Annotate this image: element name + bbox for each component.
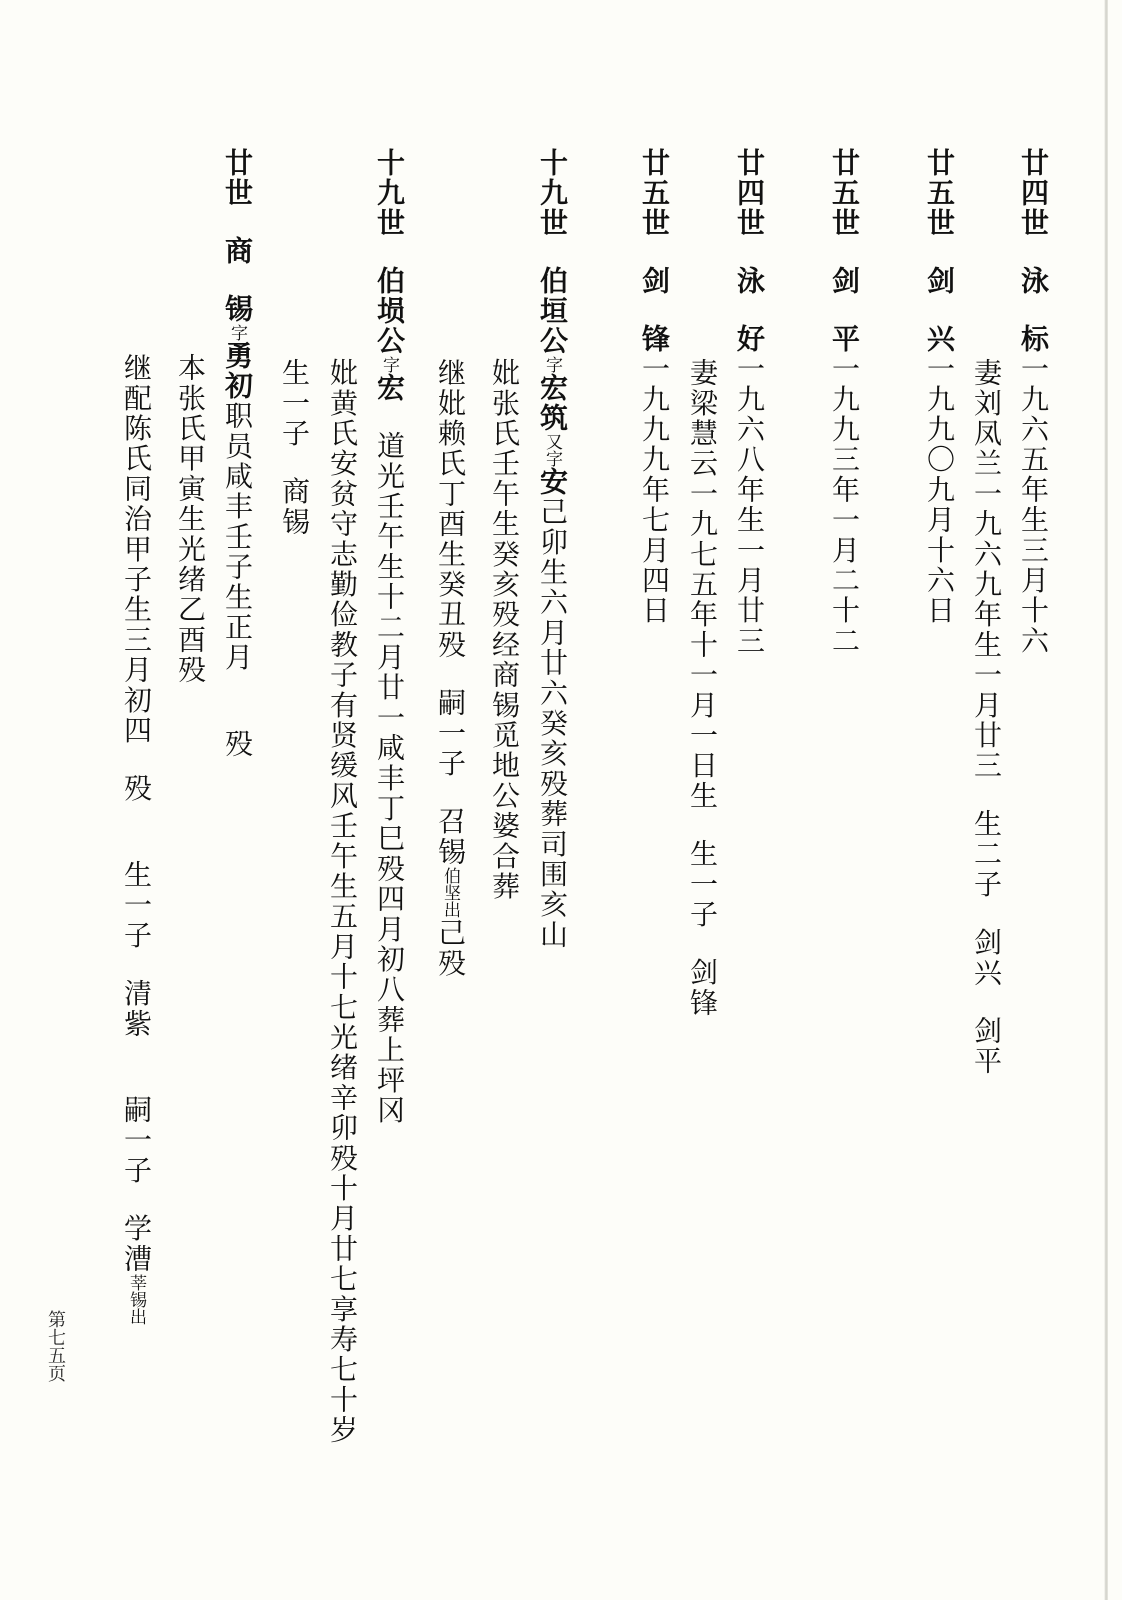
zi-mark: 字 [379,356,399,373]
page-number: 第七五页 [45,1310,66,1382]
entry-text: 一九九〇九月十六日 [923,354,956,626]
entry-wife-liang [682,358,722,1600]
zi-mark: 字 [542,356,562,373]
courtesy-name: 勇初 [221,341,254,401]
entry-text: 职员咸丰壬子生正月 [221,401,254,673]
son-name: 剑兴 [970,927,1003,988]
entry-text: 一九六八年生一月廿三 [733,354,766,656]
person-given-name: 兴 [923,324,956,354]
courtesy-name: 宏筑 [536,373,569,433]
entry-text: 妻刘凤兰一九六九年生一月廿三 [970,358,1003,781]
entry-issue-shangxi [274,358,314,1600]
son-name: 剑平 [970,1015,1003,1077]
page-edge [1104,0,1108,1600]
entry-wife-zhang-2 [170,353,210,1600]
entry-text: 继配陈氏同治甲子生三月初四 [120,353,153,746]
entry-wife-huang [322,358,362,1600]
heir-origin-note: 伯坚出 [440,867,460,919]
heir-label: 嗣一子 [434,688,467,779]
son-name: 剑锋 [686,957,719,1019]
person-name: 剑 [638,266,671,296]
entry-text: 妣张氏壬午生癸亥殁经商锡觅地公婆合葬 [488,358,521,902]
generation-label: 廿五世 [638,148,671,238]
son-name: 清紫 [120,978,153,1039]
courtesy-name: 宏 [373,373,406,403]
issue-label: 生一子 [120,859,153,951]
generation-label: 廿五世 [828,148,861,238]
person-given-name: 锡 [221,294,254,324]
issue-label: 生二子 [970,808,1003,900]
entry-wife-liu [966,358,1006,1600]
generation-label: 廿世 [221,148,254,208]
entry-jian-ping [824,148,864,1578]
entry-text: 一九九九年七月四日 [638,354,671,626]
person-given-name: 标 [1017,324,1050,354]
entry-text: 一九六五年生三月十六 [1017,354,1050,656]
heir-label: 嗣一子 [120,1094,153,1186]
heir-name: 召锡 [434,806,467,868]
entry-text: 生一子 [278,358,311,449]
alt-zi-mark: 又字 [542,433,562,467]
entry-text: 妻梁慧云一九七五年十一月一日生 [686,358,719,811]
person-given-name: 平 [828,324,861,354]
entry-text: 继妣赖氏丁酉生癸丑殁 [434,358,467,660]
person-name: 伯垣公 [536,266,569,356]
entry-shang-xi [217,148,257,1578]
entry-stepwife-lai [430,358,470,1600]
entry-text: 己卯生六月廿六癸亥殁葬司围亥山 [536,497,569,950]
entry-text: 道光壬午生十二月廿一咸丰丁巳殁四月初八葬上坪冈 [373,431,406,1126]
entry-yong-hao [729,148,769,1578]
entry-jian-feng [634,148,674,1578]
person-name: 剑 [923,266,956,296]
person-name: 商 [221,236,254,266]
issue-label: 生一子 [686,839,719,930]
zi-mark: 字 [227,324,247,341]
generation-label: 廿五世 [923,148,956,238]
alt-courtesy-name: 安 [536,467,569,497]
entry-end-text: 己殁 [434,918,467,979]
entry-yong-biao [1013,148,1053,1578]
person-given-name: 好 [733,324,766,354]
person-name: 泳 [1017,266,1050,296]
entry-text: 一九九三年一月二十二 [828,354,861,656]
person-given-name: 锋 [638,324,671,354]
generation-label: 廿四世 [733,148,766,238]
entry-text: 本张氏甲寅生光绪乙酉殁 [174,353,207,686]
generation-label: 十九世 [373,148,406,238]
person-name: 剑 [828,266,861,296]
person-name: 泳 [733,266,766,296]
entry-bo-xun [369,148,409,1578]
entry-end-text: 殁 [221,728,254,760]
generation-label: 廿四世 [1017,148,1050,238]
son-name: 商锡 [278,476,311,538]
entry-text: 妣黄氏安贫守志勤俭教子有贤缓风壬午生五月十七光绪辛卯殁十月廿七享寿七十岁 [326,358,359,1446]
generation-label: 十九世 [536,148,569,238]
entry-wife-zhang [484,358,524,1600]
death-text: 殁 [120,773,153,804]
entry-stepwife-chen [116,353,156,1600]
entry-jian-xing [919,148,959,1578]
entry-bo-yuan [532,148,572,1578]
heir-name: 学漕 [120,1213,153,1274]
person-name: 伯埙公 [373,266,406,356]
heir-origin-note: 莘锡出 [126,1273,146,1325]
